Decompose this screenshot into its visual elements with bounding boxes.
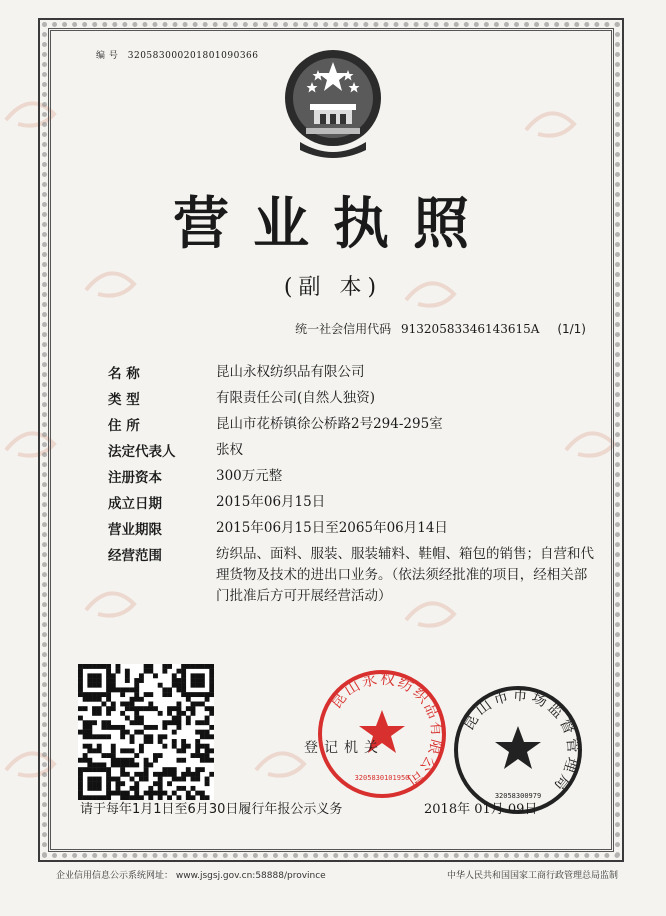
serial-label: 编 号	[96, 51, 119, 61]
field-label: 经营范围	[108, 548, 162, 564]
registration-authority-label: 登记机关	[304, 740, 384, 756]
field-label: 成立日期	[108, 496, 162, 512]
credit-code	[295, 320, 586, 337]
field-value: 纺织品、面料、服装、服装辅料、鞋帽、箱包的销售；自营和代理货物及技术的进出口业务。（依法须经批准的项目，经相关部门批准后方可开展经营活动）	[216, 546, 594, 604]
field-value: 有限责任公司(自然人独资)	[216, 390, 376, 406]
credit-code-label: 统一社会信用代码	[295, 322, 392, 336]
field-label: 名 称	[108, 366, 140, 382]
field-legal-rep-row	[108, 440, 608, 466]
field-value: 300万元整	[216, 468, 283, 484]
document-title: 营业执照	[173, 191, 493, 257]
field-address-row	[108, 414, 608, 440]
field-name-row	[108, 362, 608, 388]
document-subtitle: (副 本)	[283, 275, 383, 300]
field-type-row	[108, 388, 608, 414]
field-value: 2015年06月15日至2065年06月14日	[216, 520, 448, 536]
serial-value: 320583000201801090366	[127, 51, 259, 61]
qr-code[interactable]	[78, 664, 214, 800]
national-emblem-icon	[280, 46, 386, 158]
authority-seal	[452, 684, 584, 816]
field-value: 2015年06月15日	[216, 494, 326, 510]
footer-issuer: 中华人民共和国国家工商行政管理总局监制	[446, 871, 618, 881]
company-seal-number: 3205830101950	[354, 774, 410, 782]
annual-report-notice: 请于每年1月1日至6月30日履行年报公示义务	[80, 802, 343, 817]
license-fields	[108, 362, 608, 614]
company-seal	[316, 668, 448, 800]
field-value: 昆山永权纺织品有限公司	[216, 364, 365, 380]
field-label: 营业期限	[108, 522, 162, 538]
authority-seal-text: 昆山市市场监督管理局	[458, 685, 583, 797]
authority-seal-number: 32058300979	[494, 792, 542, 800]
credit-code-value: 91320583346143615A	[401, 322, 540, 336]
field-label: 住 所	[108, 418, 140, 434]
serial-number	[96, 48, 259, 61]
field-label: 注册资本	[108, 470, 162, 486]
field-value: 张权	[216, 442, 243, 458]
footer-website: 企业信用信息公示系统网址： www.jsgsj.gov.cn:58888/province	[56, 871, 326, 881]
company-seal-text: 昆山永权纺织品有限公司	[326, 669, 447, 791]
field-scope-row	[108, 544, 608, 614]
field-term-row	[108, 518, 608, 544]
field-label: 法定代表人	[108, 444, 176, 460]
page-indicator: (1/1)	[557, 322, 586, 336]
issue-date: 2018年 01月 09日	[424, 802, 538, 817]
field-value: 昆山市花桥镇徐公桥路2号294-295室	[216, 416, 443, 432]
field-label: 类 型	[108, 392, 140, 408]
field-established-row	[108, 492, 608, 518]
field-capital-row	[108, 466, 608, 492]
